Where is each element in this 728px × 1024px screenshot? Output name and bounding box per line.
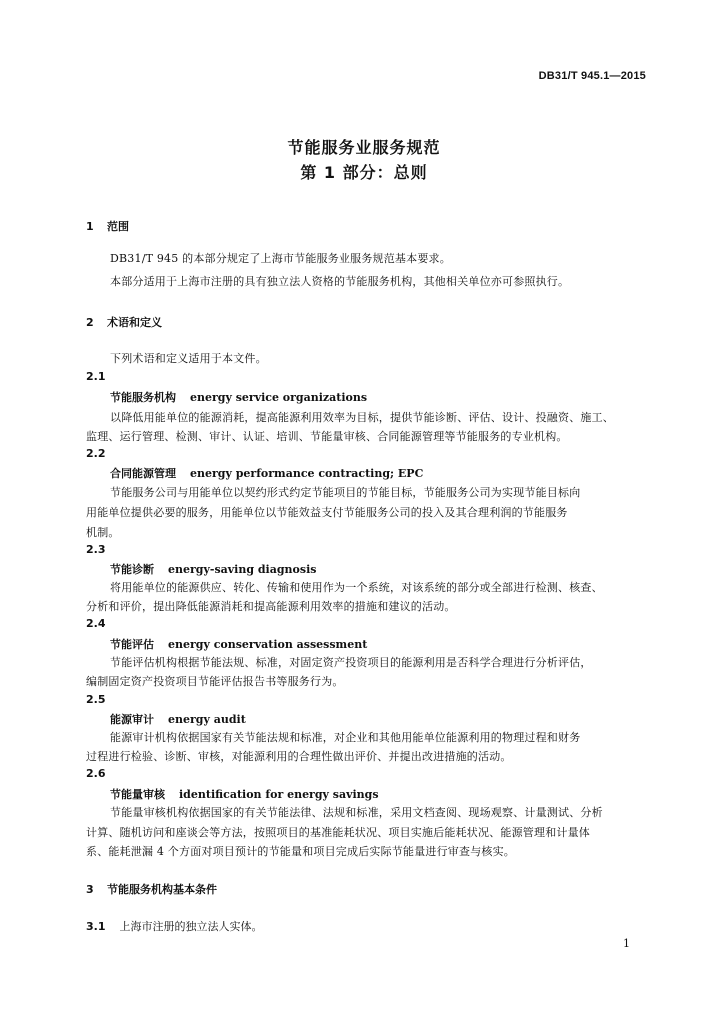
definition-line: 系、能耗泄漏 4 个方面对项目预计的节能量和项目完成后实际节能量进行审查与核实。 xyxy=(86,845,515,858)
term-chinese: 节能评估 xyxy=(110,638,154,651)
section-number: 3 xyxy=(86,883,94,896)
term-chinese: 能源审计 xyxy=(110,713,154,726)
term-entry xyxy=(110,389,367,405)
term-english: identification for energy savings xyxy=(179,788,379,801)
section-heading-3 xyxy=(86,881,217,897)
section-number: 2 xyxy=(86,316,94,329)
term-entry xyxy=(110,561,316,577)
term-english: energy-saving diagnosis xyxy=(168,563,317,576)
term-english: energy service organizations xyxy=(190,391,368,404)
definition-line: 监理、运行管理、检测、审计、认证、培训、节能量审核、合同能源管理等节能服务的专业机构。 xyxy=(86,430,568,443)
term-entry xyxy=(110,465,423,481)
clause-number: 2.4 xyxy=(86,617,106,630)
terms-intro: 下列术语和定义适用于本文件。 xyxy=(110,352,267,365)
term-entry xyxy=(110,786,379,802)
definition-line: 能源审计机构依据国家有关节能法规和标准，对企业和其他用能单位能源利用的物理过程和财务 xyxy=(110,731,581,744)
term-english: energy performance contracting; EPC xyxy=(190,467,424,480)
definition-line: 分析和评价，提出降低能源消耗和提高能源利用效率的措施和建议的活动。 xyxy=(86,600,456,613)
section-heading-1 xyxy=(86,218,129,234)
clause-number: 2.3 xyxy=(86,543,106,556)
definition-line: 节能量审核机构依据国家的有关节能法律、法规和标准，采用文档查阅、现场观察、计量测试、分析 xyxy=(110,806,603,819)
clause-number: 2.1 xyxy=(86,370,106,383)
section-number: 1 xyxy=(86,220,94,233)
definition-line: 编制固定资产投资项目节能评估报告书等服务行为。 xyxy=(86,675,344,688)
clause-text: 上海市注册的独立法人实体。 xyxy=(119,920,263,933)
definition-line: 将用能单位的能源供应、转化、传输和使用作为一个系统，对该系统的部分或全部进行检测、核查、 xyxy=(110,581,603,594)
doc-title: 节能服务业服务规范 xyxy=(287,138,441,157)
term-english: energy conservation assessment xyxy=(168,638,368,651)
definition-line: 计算、随机访问和座谈会等方法，按照项目的基准能耗状况、项目实施后能耗状况、能源管理和计量体 xyxy=(86,826,590,839)
section-title: 术语和定义 xyxy=(107,316,162,329)
term-chinese: 节能量审核 xyxy=(110,788,165,801)
standard-code: DB31/T 945.1—2015 xyxy=(538,70,646,82)
section-title: 节能服务机构基本条件 xyxy=(107,883,217,896)
section-title: 范围 xyxy=(107,220,129,233)
term-entry xyxy=(110,636,367,652)
clause-number: 2.5 xyxy=(86,693,106,706)
page-number: 1 xyxy=(623,937,630,950)
term-chinese: 节能诊断 xyxy=(110,563,154,576)
term-english: energy audit xyxy=(168,713,246,726)
doc-subtitle: 第 1 部分：总则 xyxy=(300,163,428,182)
term-chinese: 节能服务机构 xyxy=(110,391,176,404)
clause-number: 2.2 xyxy=(86,447,106,460)
term-chinese: 合同能源管理 xyxy=(110,467,176,480)
scope-paragraph-2: 本部分适用于上海市注册的具有独立法人资格的节能服务机构，其他相关单位亦可参照执行。 xyxy=(110,275,570,288)
definition-line: 节能服务公司与用能单位以契约形式约定节能项目的节能目标，节能服务公司为实现节能目标向 xyxy=(110,486,581,499)
definition-line: 节能评估机构根据节能法规、标准，对固定资产投资项目的能源利用是否科学合理进行分析评估， xyxy=(110,656,592,669)
term-entry xyxy=(110,711,246,727)
clause-number: 2.6 xyxy=(86,767,106,780)
definition-line: 以降低用能单位的能源消耗，提高能源利用效率为目标，提供节能诊断、评估、设计、投融资、施工、 xyxy=(110,411,614,424)
definition-line: 用能单位提供必要的服务，用能单位以节能效益支付节能服务公司的投入及其合理利润的节能服务 xyxy=(86,506,568,519)
section-heading-2 xyxy=(86,314,162,330)
definition-line: 过程进行检验、诊断、审核，对能源利用的合理性做出评价、并提出改进措施的活动。 xyxy=(86,750,512,763)
clause-3-1 xyxy=(86,918,263,934)
definition-line: 机制。 xyxy=(86,526,120,539)
scope-paragraph-1: DB31/T 945 的本部分规定了上海市节能服务业服务规范基本要求。 xyxy=(110,252,451,265)
clause-number: 3.1 xyxy=(86,920,106,933)
